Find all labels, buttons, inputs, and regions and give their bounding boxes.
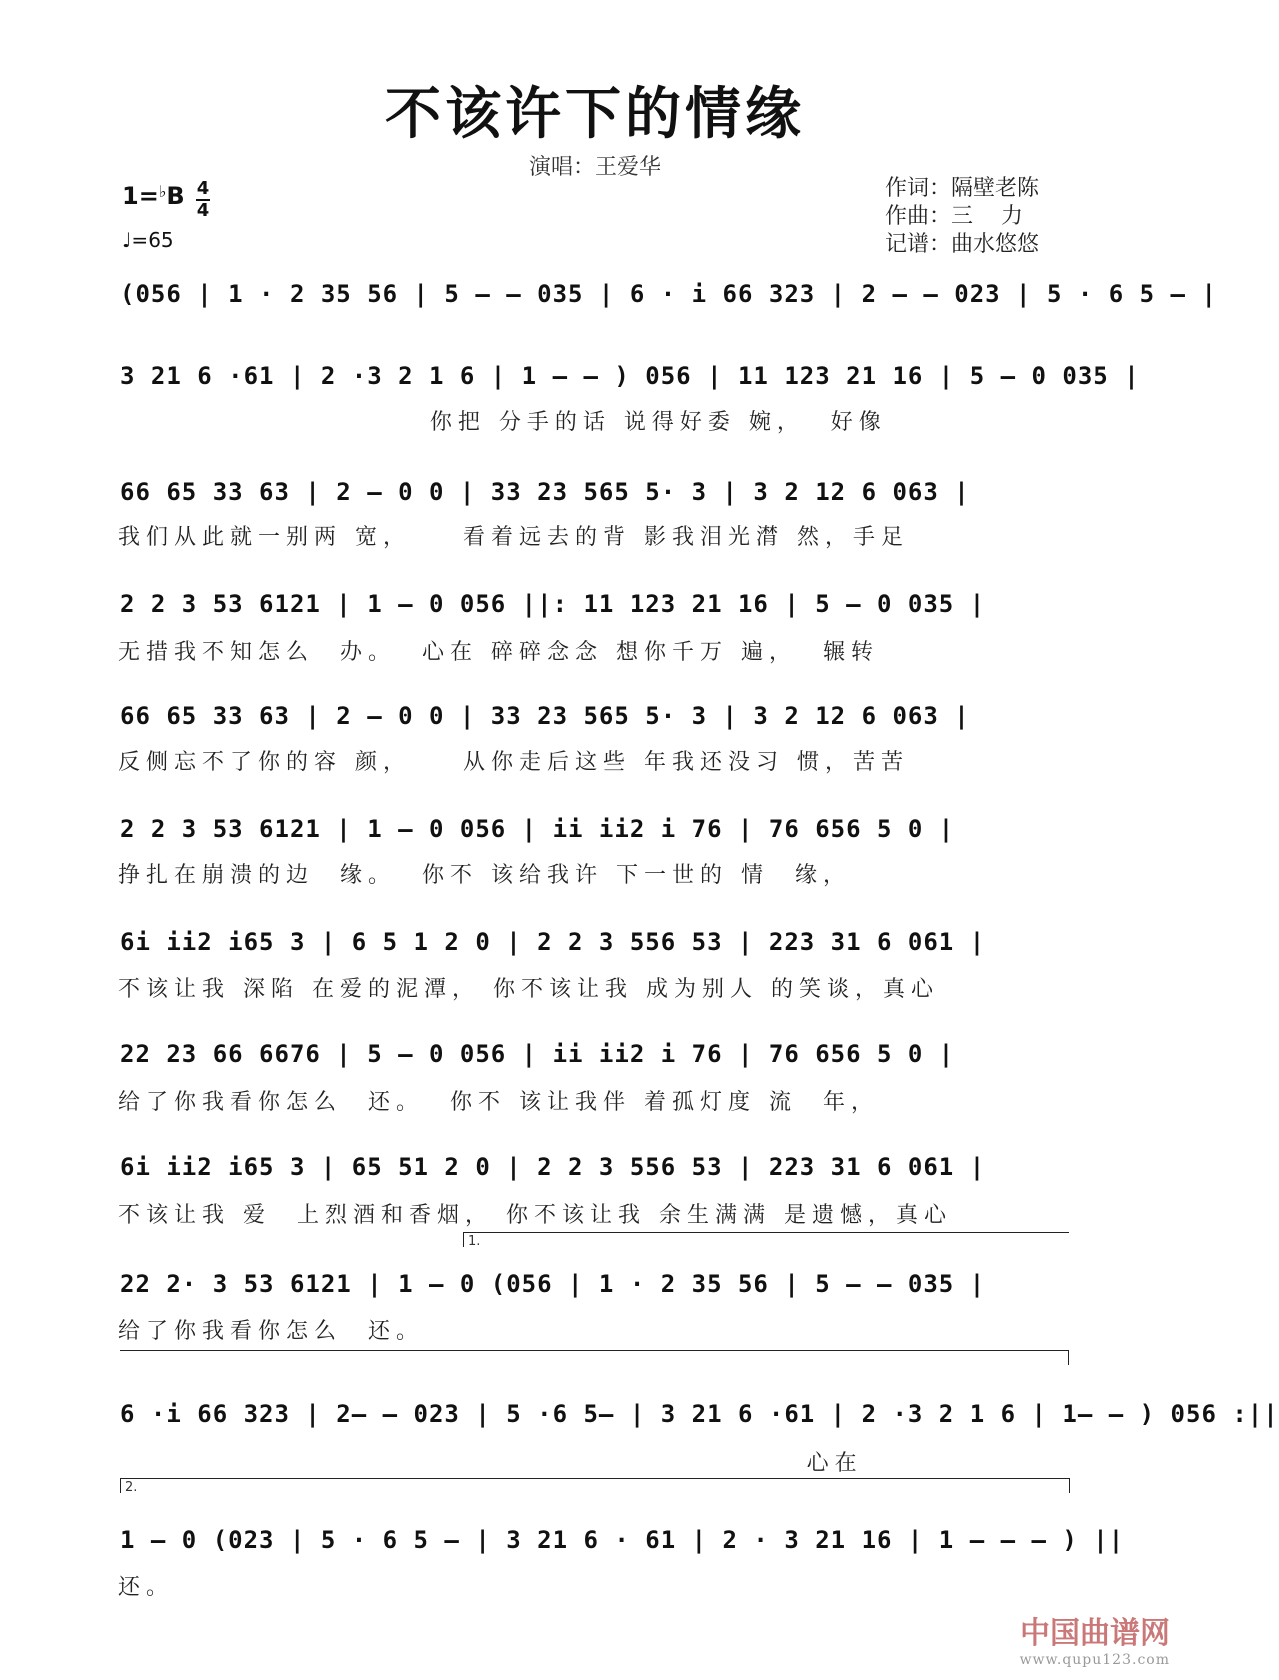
music-line: 3 21 6 ·61 | 2 ·3 2 1 6 | 1 – – ) 056 | 11 123 21 16 | 5 – 0 035 | [120,362,1140,390]
music-line: (056 | 1 · 2 35 56 | 5 – – 035 | 6 · i 66 323 | 2 – – 023 | 5 · 6 5 – | [120,280,1217,308]
lyric-line: 心在 [118,1451,863,1476]
repeat-bracket [120,1350,1069,1365]
key-signature [122,182,185,210]
music-line: 66 65 33 63 | 2 – 0 0 | 33 23 565 5· 3 | 3 2 12 6 063 | [120,478,970,506]
first-ending-bracket [463,1232,1069,1247]
music-line: 6i ii2 i65 3 | 6 5 1 2 0 | 2 2 3 556 53 | 223 31 6 061 | [120,928,986,956]
second-ending-label: 2. [125,1480,138,1495]
flat-sign: ♭ [158,182,167,201]
music-line: 6i ii2 i65 3 | 65 51 2 0 | 2 2 3 556 53 | 223 31 6 061 | [120,1153,986,1181]
key-prefix: 1= [122,182,159,210]
composer: 作曲：三 力 [885,204,1023,229]
lyricist: 作词：隔壁老陈 [885,176,1040,201]
time-top: 4 [196,178,210,199]
lyric-line: 无措我不知怎么 办。 心在 碎碎念念 想你千万 遍， 辗转 [118,640,879,665]
music-line: 2 2 3 53 6121 | 1 – 0 056 | ii ii2 i 76 | 76 656 5 0 | [120,815,955,843]
music-line: 66 65 33 63 | 2 – 0 0 | 33 23 565 5· 3 | 3 2 12 6 063 | [120,702,970,730]
music-line: 22 23 66 6676 | 5 – 0 056 | ii ii2 i 76 | 76 656 5 0 | [120,1040,955,1068]
watermark-logo: 中国曲谱网 [1020,1616,1170,1651]
music-line: 2 2 3 53 6121 | 1 – 0 056 ||: 11 123 21 16 | 5 – 0 035 | [120,590,986,618]
time-signature [196,180,210,220]
time-bottom: 4 [196,200,210,221]
music-line: 1 – 0 (023 | 5 · 6 5 – | 3 21 6 · 61 | 2 · 3 21 16 | 1 – – – ) || [120,1526,1125,1554]
lyric-line: 给了你我看你怎么 还。 你不 该让我伴 着孤灯度 流 年， [118,1090,879,1115]
lyric-line: 我们从此就一别两 宽， 看着远去的背 影我泪光潸 然，手足 [118,525,909,550]
song-title: 不该许下的情缘 [385,81,805,147]
lyric-line: 还。 [118,1575,175,1600]
lyric-line: 你把 分手的话 说得好委 婉， 好像 [118,410,887,435]
lyric-line: 挣扎在崩溃的边 缘。 你不 该给我许 下一世的 情 缘， [118,863,851,888]
lyric-line: 给了你我看你怎么 还。 [118,1319,424,1344]
lyric-line: 反侧忘不了你的容 颜， 从你走后这些 年我还没习 惯，苦苦 [118,750,909,775]
key-note: B [166,182,185,210]
second-ending-bracket [120,1478,1070,1493]
music-line: 22 2· 3 53 6121 | 1 – 0 (056 | 1 · 2 35 56 | 5 – – 035 | [120,1270,986,1298]
lyric-line: 不该让我 深陷 在爱的泥潭， 你不该让我 成为别人 的笑谈，真心 [118,977,939,1002]
lyric-line: 不该让我 爱 上烈酒和香烟， 你不该让我 余生满满 是遗憾，真心 [118,1203,952,1228]
watermark-url: www.qupu123.com [1019,1652,1170,1668]
first-ending-label: 1. [468,1234,481,1249]
transcriber: 记谱：曲水悠悠 [885,232,1040,257]
watermark [1020,1608,1170,1668]
tempo-mark: ♩=65 [122,228,174,252]
credits [885,175,1039,259]
singer-line: 演唱：王爱华 [528,155,661,180]
music-line: 6 ·i 66 323 | 2– – 023 | 5 ·6 5– | 3 21 6 ·61 | 2 ·3 2 1 6 | 1– – ) 056 :|| [120,1400,1279,1428]
